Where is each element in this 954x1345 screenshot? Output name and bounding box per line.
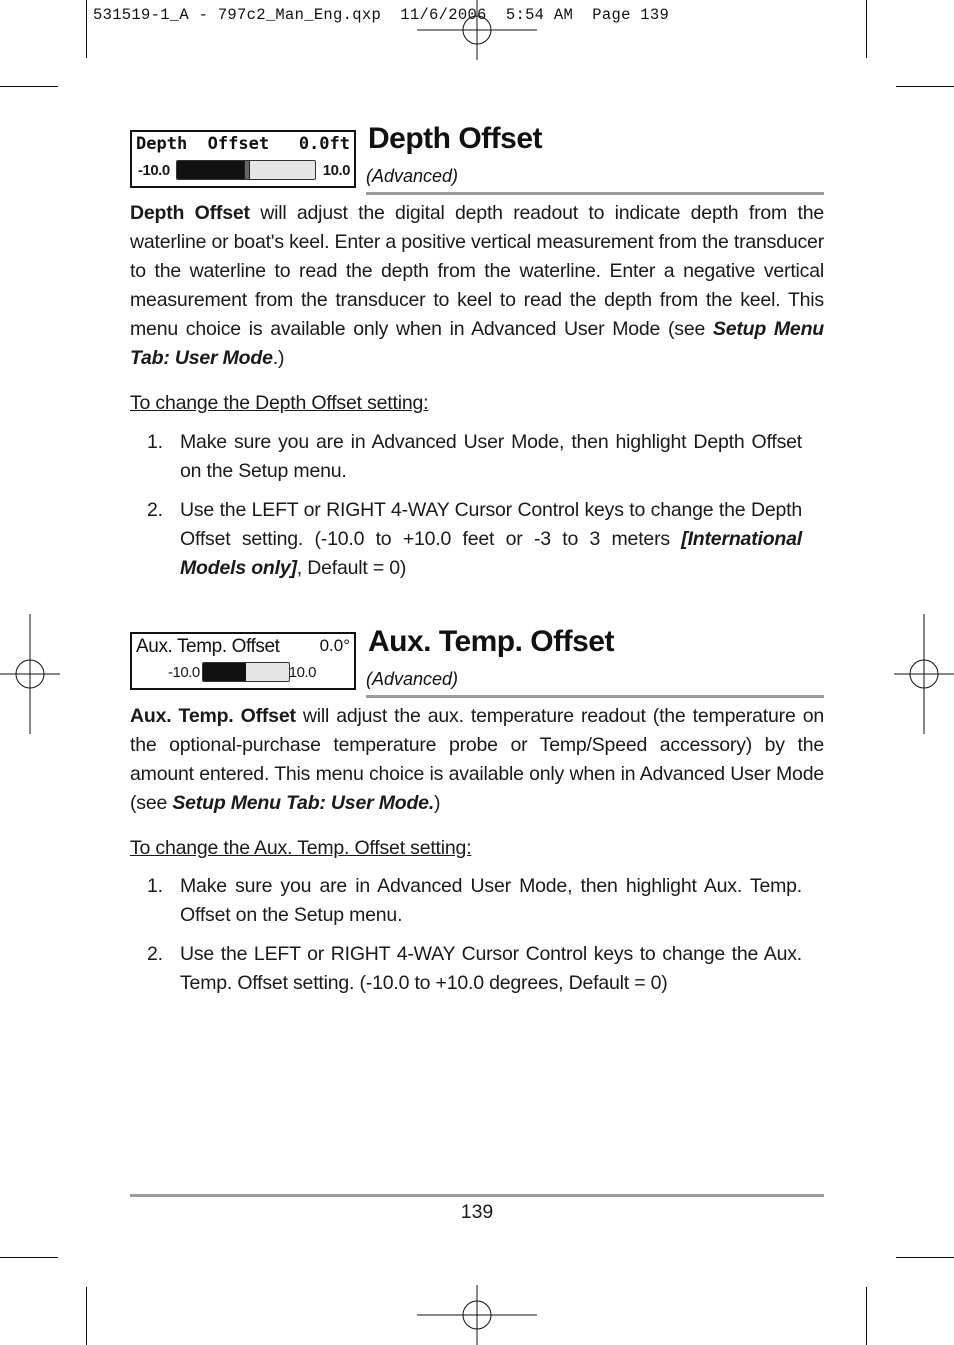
step-emphasis: [International Models only] [180, 528, 802, 579]
description-end: ) [434, 792, 441, 814]
step-text: Make sure you are in Advanced User Mode, then highlight Aux. Temp. Offset on the Setup menu. [180, 875, 802, 926]
widget-min-label: -10.0 [138, 162, 170, 179]
cross-reference: Setup Menu Tab: User Mode. [172, 792, 435, 814]
heading-rule [366, 192, 824, 195]
crop-mark [0, 86, 58, 87]
widget-title: Depth Offset [136, 134, 270, 154]
mode-label: (Advanced) [366, 669, 459, 689]
crop-mark [896, 1257, 954, 1258]
step-number: 1. [147, 875, 163, 897]
widget-slider-track [202, 662, 290, 682]
crop-mark [86, 0, 87, 58]
list-item [130, 496, 802, 583]
crop-mark [896, 86, 954, 87]
step-number: 2. [147, 943, 163, 965]
depth-offset-menu-widget [130, 130, 356, 188]
step-text: Use the LEFT or RIGHT 4-WAY Cursor Control keys to change the Aux. Temp. Offset setting. (-10.0 to +10.0 degrees, Default = 0) [180, 943, 802, 994]
list-item [130, 940, 802, 998]
footer-rule [130, 1194, 824, 1197]
widget-slider-fill [177, 161, 246, 179]
widget-slider-track [176, 160, 316, 180]
step-text-end: , Default = 0) [296, 557, 407, 579]
step-number: 1. [147, 431, 163, 453]
procedure-steps-depth [130, 428, 802, 593]
widget-min-label: -10.0 [168, 664, 200, 681]
procedure-steps-aux [130, 872, 802, 1008]
crop-mark [86, 1287, 87, 1345]
section-heading-depth-offset: Depth Offset [368, 122, 542, 155]
registration-mark-bottom [417, 1285, 537, 1345]
list-item [130, 428, 802, 486]
term-aux-temp-offset: Aux. Temp. Offset [130, 705, 296, 727]
step-number: 2. [147, 499, 163, 521]
crop-mark [866, 1287, 867, 1345]
procedure-title-aux: To change the Aux. Temp. Offset setting: [130, 837, 472, 859]
widget-max-label: 10.0 [288, 664, 316, 681]
mode-label: (Advanced) [366, 166, 459, 186]
cross-reference: Setup Menu Tab: User Mode [130, 318, 825, 369]
widget-max-label: 10.0 [322, 162, 350, 179]
aux-temp-offset-description [130, 702, 824, 818]
widget-slider-handle [244, 160, 250, 180]
description-text: will adjust the aux. temperature readout (the temperature on the optional-purchase temperature probe or Temp/Speed accessory) by the amount entered. This menu choice is available only when in Advanced User Mode (see [130, 705, 824, 814]
section-heading-aux-temp-offset: Aux. Temp. Offset [368, 625, 614, 658]
widget-slider-fill [203, 663, 246, 681]
term-depth-offset: Depth Offset [130, 202, 250, 224]
heading-rule [366, 695, 824, 698]
widget-value: 0.0° [319, 636, 350, 655]
step-text: Make sure you are in Advanced User Mode, then highlight Depth Offset on the Setup menu. [180, 431, 802, 482]
print-slug: 531519-1_A - 797c2_Man_Eng.qxp 11/6/2006 5:54 AM Page 139 [93, 6, 670, 24]
registration-mark-right [894, 614, 954, 734]
crop-mark [866, 0, 867, 58]
depth-offset-description [130, 199, 824, 373]
registration-mark-top [417, 0, 537, 60]
list-item [130, 872, 802, 930]
step-text: Use the LEFT or RIGHT 4-WAY Cursor Control keys to change the Depth Offset setting. (-10.0 to +10.0 feet or -3 to 3 meters [180, 499, 802, 550]
procedure-title-depth: To change the Depth Offset setting: [130, 392, 429, 414]
aux-temp-offset-menu-widget [130, 632, 356, 690]
page-number: 139 [460, 1201, 494, 1223]
registration-mark-left [0, 614, 60, 734]
crop-mark [0, 1257, 58, 1258]
description-end: .) [272, 347, 285, 369]
widget-title: Aux. Temp. Offset [136, 636, 280, 657]
widget-value: 0.0ft [298, 134, 350, 154]
description-text: will adjust the digital depth readout to indicate depth from the waterline or boat's keel. Enter a positive vertical measurement from the transducer to the waterline to read the depth from the waterline. Enter a negative vertical measurement from the transducer to keel to read the depth from the keel. This menu choice is available only when in Advanced User Mode (see [130, 202, 824, 340]
